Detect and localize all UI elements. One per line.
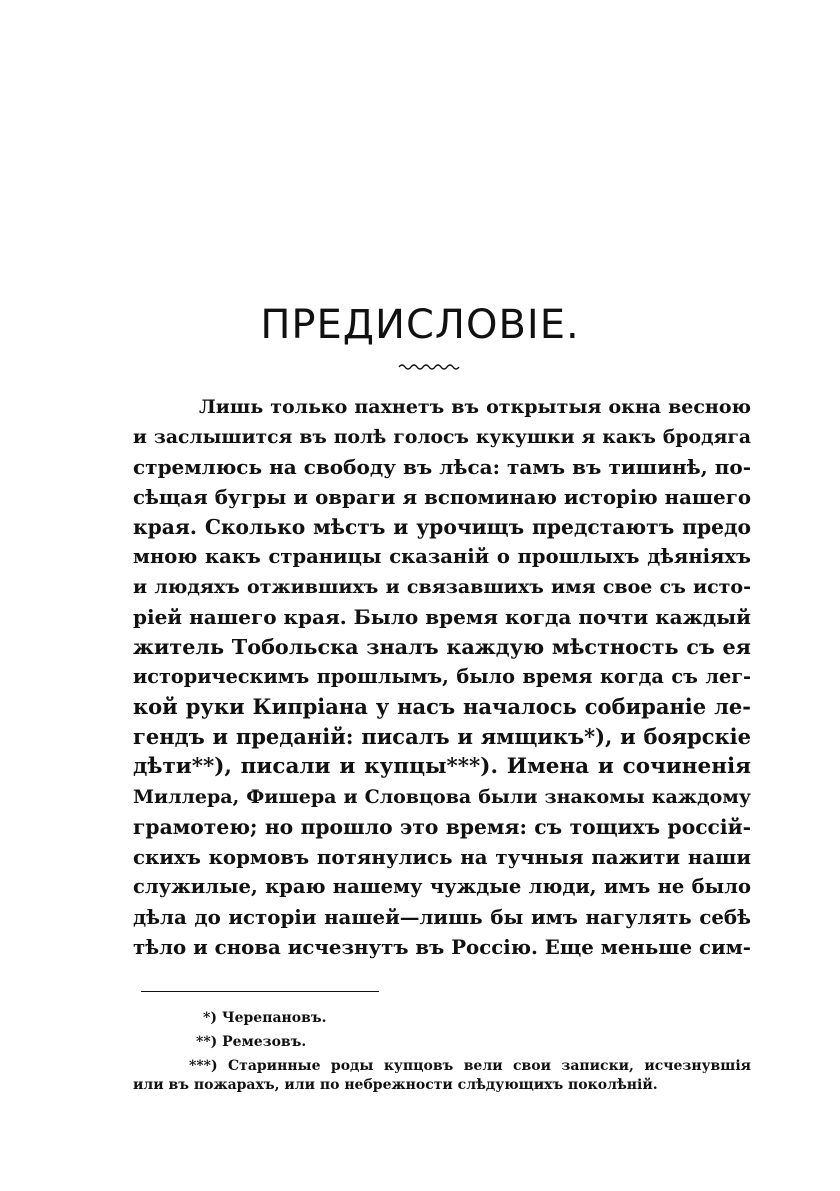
text-line: тѣло и снова исчезнутъ въ Россію. Еще меньше сим- [133,935,751,959]
title-ornament [398,362,460,372]
text-line: и людяхъ отжившихъ и связавшихъ имя свое съ исто- [133,576,751,598]
text-line: мною какъ страницы сказаній о прошлыхъ дѣяніяхъ [133,545,751,568]
footnote-1: *) Черепановъ. [203,1010,327,1026]
text-line: стремлюсь на свободу въ лѣса: тамъ въ тишинѣ, по- [133,455,751,479]
text-line: скихъ кормовъ потянулись на тучныя пажити наши [133,845,751,869]
text-line: гендъ и преданій: писалъ и ямщикъ*), и боярскіе [133,724,751,749]
page-title: ПРЕДИСЛОВІЕ. [260,302,580,348]
text-line: Лишь только пахнетъ въ открытыя окна весною [199,396,751,418]
footnote-3-line-1: ***) Старинные роды купцовъ вели свои записки, исчезнувшія [189,1058,751,1074]
text-line: грамотею; но прошло это время: съ тощихъ россій- [133,815,751,839]
footnotes [133,1006,751,1094]
text-line: Миллера, Фишера и Словцова были знакомы каждому [133,786,751,808]
text-line: края. Сколько мѣстъ и урочищъ предстаютъ предо [133,515,751,539]
footnote-divider [141,991,379,992]
text-line: историческимъ прошлымъ, было время когда съ лег- [133,665,751,688]
preface-text [133,392,751,962]
text-line: дѣти**), писали и купцы***). Имена и сочиненія [133,754,751,779]
text-line: дѣла до исторіи нашей—лишь бы имъ нагулять себѣ [133,905,751,929]
text-line: кой руки Кипріана у насъ началось собираніе ле- [133,694,751,719]
text-line: служилые, краю нашему чуждые люди, имъ не было [133,875,751,898]
footnote-2: **) Ремезовъ. [196,1034,307,1050]
text-line: и заслышится въ полѣ голосъ кукушки я какъ бродяга [133,426,751,448]
text-line: сѣщая бугры и овраги я вспоминаю исторію нашего [133,485,751,509]
text-line: житель Тобольска зналъ каждую мѣстность съ ея [133,635,751,659]
footnote-3-line-2: или въ пожарахъ, или по небрежности слѣдующихъ поколѣній. [133,1077,658,1093]
text-line: ріей нашего края. Было время когда почти каждый [133,605,751,629]
